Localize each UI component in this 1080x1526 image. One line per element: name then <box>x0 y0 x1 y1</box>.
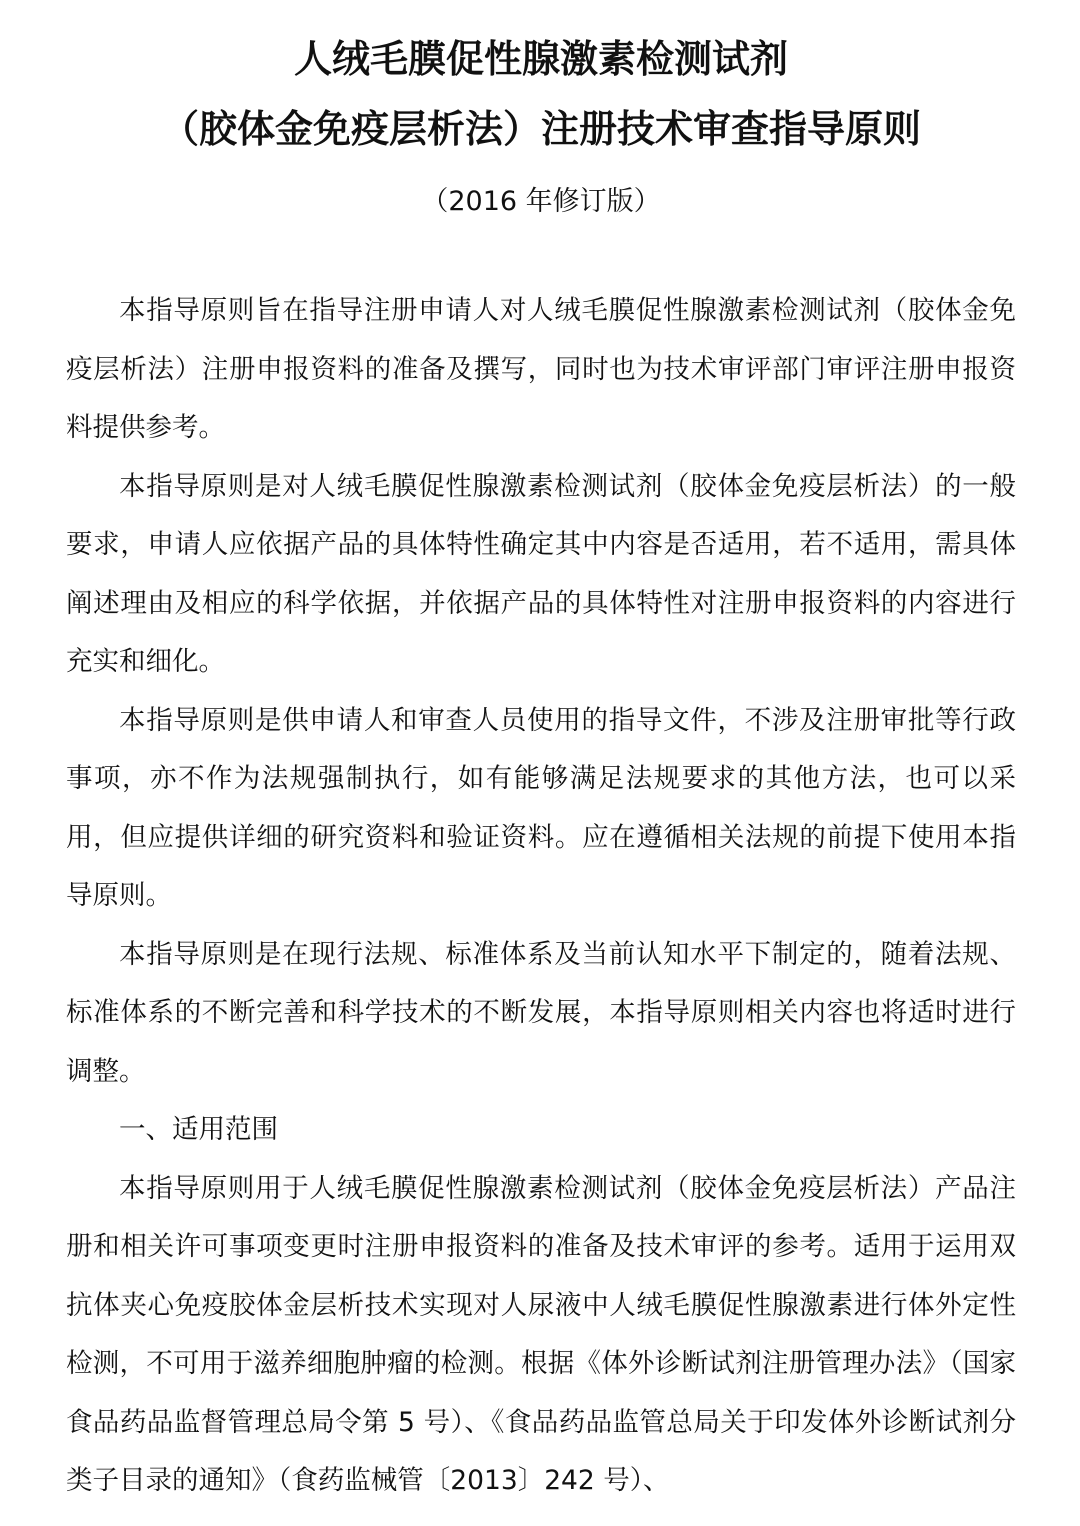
paragraph-revision: 本指导原则是在现行法规、标准体系及当前认知水平下制定的，随着法规、标准体系的不断完善和科学技术的不断发展，本指导原则相关内容也将适时进行调整。 <box>66 938 1016 1087</box>
paragraph-scope: 本指导原则用于人绒毛膜促性腺激素检测试剂（胶体金免疫层析法）产品注册和相关许可事项变更时注册申报资料的准备及技术审评的参考。适用于运用双抗体夹心免疫胶体金层析技术实现对人尿液中人绒毛膜促性腺激素进行体外定性检测，不可用于滋养细胞肿瘤的检测。根据《体外诊断试剂注册管理办法》（国家食品药品监督管理总局令第 5 号）、《食品药品监管总局关于印发体外诊断试剂分类子目录的通知》（食药监械管〔2013〕242 号）、 <box>66 1172 1016 1496</box>
section-heading-scope: 一、适用范围 <box>119 1114 278 1145</box>
paragraph-usage: 本指导原则是供申请人和审查人员使用的指导文件，不涉及注册审批等行政事项，亦不作为法规强制执行，如有能够满足法规要求的其他方法，也可以采用，但应提供详细的研究资料和验证资料。应在遵循相关法规的前提下使用本指导原则。 <box>66 704 1016 911</box>
document-title-line-1: 人绒毛膜促性腺激素检测试剂 <box>293 37 788 81</box>
edition-label: （2016 年修订版） <box>421 186 661 217</box>
document-body <box>66 282 1016 1511</box>
paragraph-purpose: 本指导原则旨在指导注册申请人对人绒毛膜促性腺激素检测试剂（胶体金免疫层析法）注册申报资料的准备及撰写，同时也为技术审评部门审评注册申报资料提供参考。 <box>66 295 1016 443</box>
paragraph-general-requirements: 本指导原则是对人绒毛膜促性腺激素检测试剂（胶体金免疫层析法）的一般要求，申请人应依据产品的具体特性确定其中内容是否适用，若不适用，需具体阐述理由及相应的科学依据，并依据产品的具体特性对注册申报资料的内容进行充实和细化。 <box>66 470 1016 677</box>
document-title-line-2: （胶体金免疫层析法）注册技术审查指导原则 <box>160 107 921 151</box>
